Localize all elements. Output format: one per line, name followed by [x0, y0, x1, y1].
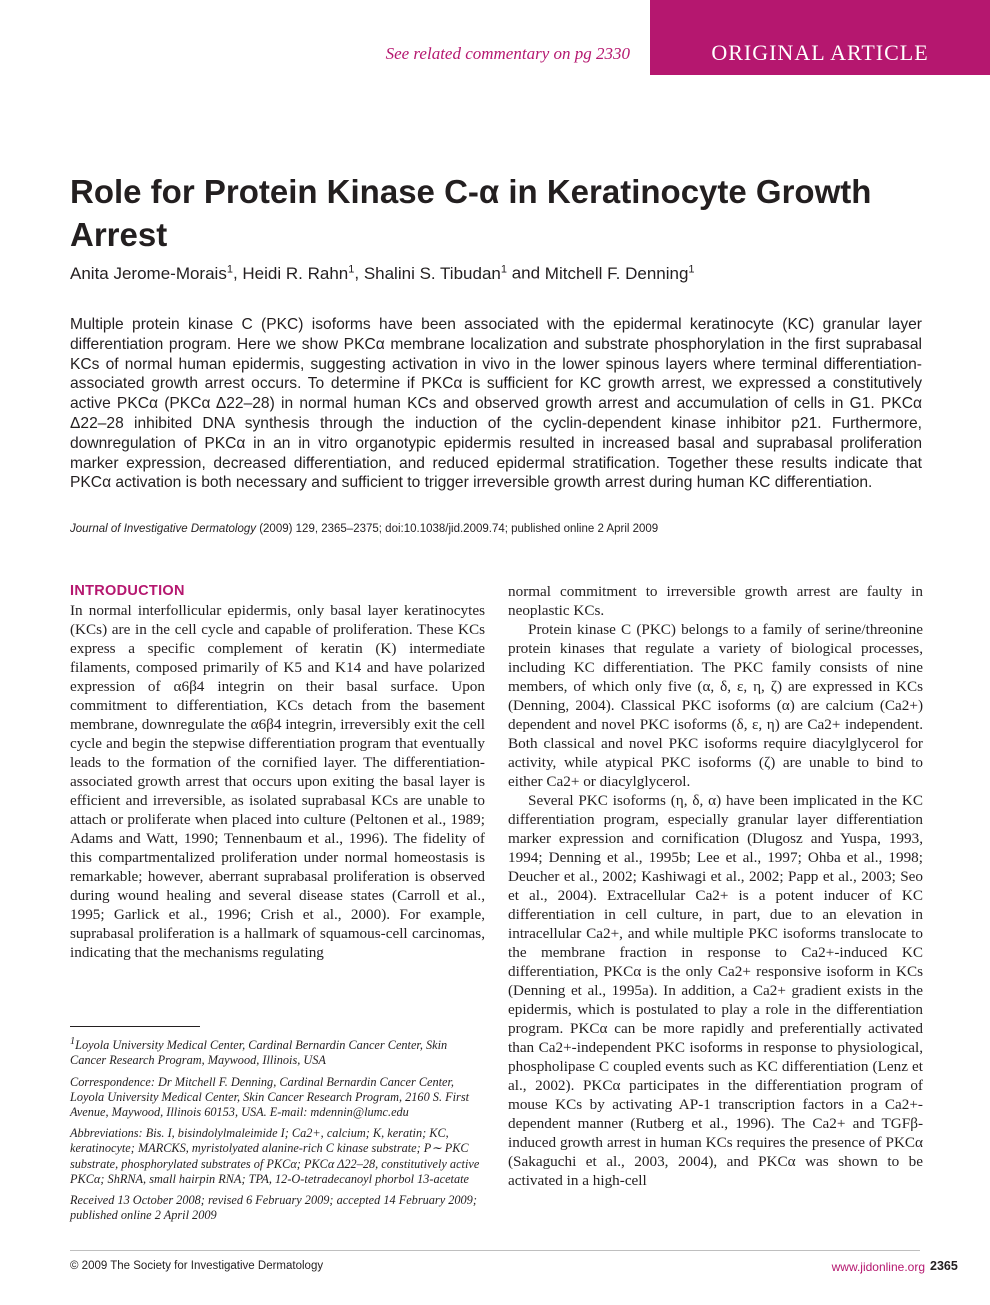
citation-line: Journal of Investigative Dermatology (2009) 129, 2365–2375; doi:10.1038/jid.2009.74; published online 2 April 2009 — [70, 523, 659, 535]
body-paragraph: normal commitment to irreversible growth arrest are faulty in neoplastic KCs. — [508, 583, 923, 619]
abbreviations-footnote: Abbreviations: Bis. I, bisindolylmaleimide I; Ca2+, calcium; K, keratin; KC, keratinocyte; MARCKS, myristolyated alanine-rich C kinase substrate; P∼ PKC substrate, phosphorylated substrates of PKCα; PKCα Δ22–28, constitutively active PKCα; ShRNA, small hairpin RNA; TPA, 12-O-tetradecanoyl phorbol 13-acetate — [70, 1126, 480, 1186]
journal-website-link[interactable]: www.jidonline.org — [831, 1260, 925, 1274]
footer-divider — [70, 1250, 920, 1251]
author-name[interactable]: Heidi R. Rahn$^1$ — [242, 263, 355, 283]
author-list: Anita Jerome-Morais$^1$, Heidi R. Rahn$^1$, Shalini S. Tibudan$^1$ and Mitchell F. Denning$^1$ — [70, 263, 695, 283]
author-name[interactable]: Shalini S. Tibudan$^1$ — [363, 263, 507, 283]
copyright-notice: © 2009 The Society for Investigative Dermatology — [70, 1260, 324, 1272]
correspondence-footnote: Correspondence: Dr Mitchell F. Denning, Cardinal Bernardin Cancer Center, Loyola University Medical Center, Skin Cancer Research Program, 2160 S. First Avenue, Maywood, Illinois 60153, USA. E-mail: mdennin@lumc.edu — [70, 1074, 470, 1119]
related-commentary-link[interactable]: See related commentary on pg 2330 — [385, 44, 630, 63]
body-column-right — [508, 582, 923, 1190]
affiliation-footnote: $^1$Loyola University Medical Center, Cardinal Bernardin Cancer Center, Skin Cancer Research Program, Maywood, Illinois, USA — [70, 1036, 448, 1068]
footnote-divider — [70, 1026, 200, 1027]
article-title: Role for Protein Kinase C-α in Keratinocyte Growth Arrest — [70, 173, 872, 253]
author-name[interactable]: Anita Jerome-Morais$^1$ — [70, 263, 233, 283]
article-type-badge — [650, 0, 990, 75]
body-paragraph: In normal interfollicular epidermis, only basal layer keratinocytes (KCs) are in the cell cycle and capable of proliferation. These KCs express a specific complement of keratin (K) intermediate filaments, composed primarily of K5 and K14 and have polarized expression of α6β4 integrin on their basal surface. Upon commitment to differentiation, KCs detach from the basement membrane, downregulate the α6β4 integrin, irreversibly exit the cell cycle and begin the stepwise differentiation program that eventually leads to the formation of the cornified layer. The differentiation-associated growth arrest that occurs upon exiting the basal layer is efficient and irreversible, as isolated suprabasal KCs are unable to attach or proliferate when placed into culture (Peltonen et al., 1989; Adams and Watt, 1990; Tennenbaum et al., 1996). The fidelity of this compartmentalized proliferation under normal homeostasis is remarkable; however, aberrant suprabasal proliferation is observed during wound healing and several disease states (Carroll et al., 1995; Garlick et al., 1996; Crish et al., 2000). For example, suprabasal proliferation is a hallmark of squamous-cell carcinomas, indicating that the mechanisms regulating — [70, 602, 485, 961]
body-paragraph: Protein kinase C (PKC) belongs to a family of serine/threonine protein kinases that regulate a variety of biological processes, including KC differentiation. The PKC family consists of nine members, of which only five (α, δ, ε, η, ζ) are expressed in KCs (Denning, 2004). Classical PKC isoforms (α) are calcium (Ca2+) dependent and novel PKC isoforms (δ, ε, η) are Ca2+ independent. Both classical and novel PKC isoforms require diacylglycerol for activity, while atypical PKC isoforms (ζ) are unable to bind to either Ca2+ or diacylglycerol. — [508, 621, 923, 790]
body-paragraph: Several PKC isoforms (η, δ, α) have been implicated in the KC differentiation program, especially granular layer differentiation marker expression and cornification (Dlugosz and Yuspa, 1993, 1994; Denning et al., 1995b; Lee et al., 1997; Ohba et al., 1998; Deucher et al., 2002; Kashiwagi et al., 2002; Papp et al., 2003; Seo et al., 2004). Extracellular Ca2+ is a potent inducer of KC differentiation in cell culture, in part, due to an elevation in intracellular Ca2+, and while multiple PKC isoforms translocate to the membrane fraction in response to Ca2+-induced KC differentiation, PKCα is the only Ca2+ responsive isoform in KCs (Denning et al., 1995a). In addition, a Ca2+ gradient exists in the epidermis, which is postulated to play a role in the differentiation program. PKCα can be more rapidly and preferentially activated than Ca2+-independent PKC isoforms in response to physiological, phospholipase C coupled events such as KC differentiation (Lenz et al., 2002). PKCα participates in the differentiation program of mouse KCs by activating AP-1 transcription factors in a Ca2+-dependent manner (Rutberg et al., 1996). The Ca2+ and TGFβ-induced growth arrest in human KCs requires the presence of PKCα (Sakaguchi et al., 2003, 2004), and PKCα was shown to be activated in a high-cell — [508, 792, 923, 1189]
body-column-left — [70, 582, 485, 962]
abstract: Multiple protein kinase C (PKC) isoforms have been associated with the epidermal keratinocyte (KC) granular layer differentiation program. Here we show PKCα membrane localization and substrate phosphorylation in the first suprabasal KCs of normal human epidermis, suggesting activation in vivo in the lower spinous layers where terminal differentiation-associated growth arrest occurs. To determine if PKCα is sufficient for KC growth arrest, we expressed a constitutively active PKCα (PKCα Δ22–28) in normal human KCs and observed growth arrest and accumulation of cells in G1. PKCα Δ22–28 inhibited DNA synthesis through the induction of the cyclin-dependent kinase inhibitor p21. Furthermore, downregulation of PKCα in an in vitro organotypic epidermis resulted in increased basal and suprabasal proliferation marker expression, decreased differentiation, and reduced epidermal stratification. Together these results indicate that PKCα activation is both necessary and sufficient to trigger irreversible growth arrest during human KC differentiation. — [70, 316, 922, 492]
section-heading-introduction: INTRODUCTION — [70, 583, 185, 599]
author-name[interactable]: Mitchell F. Denning$^1$ — [544, 263, 695, 283]
journal-name: Journal of Investigative Dermatology — [70, 523, 257, 535]
dates-footnote: Received 13 October 2008; revised 6 February 2009; accepted 14 February 2009; published online 2 April 2009 — [70, 1192, 477, 1223]
footnotes — [70, 1034, 485, 1229]
page-number: 2365 — [930, 1259, 958, 1273]
article-type-label: ORIGINAL ARTICLE — [711, 40, 929, 65]
